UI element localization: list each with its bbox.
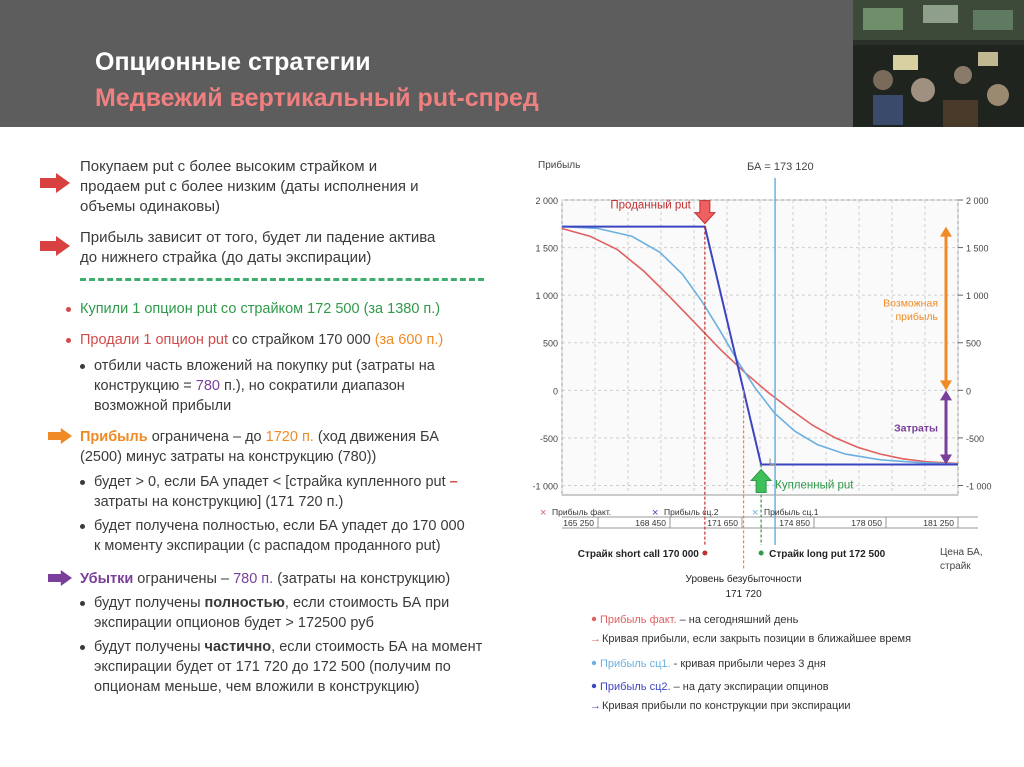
dashed-divider xyxy=(80,278,484,281)
bullet-dot xyxy=(80,480,85,485)
sold-put-label: Проданный put xyxy=(610,199,691,212)
bullet-line xyxy=(94,637,482,657)
text-span: п.), но сократили диапазон xyxy=(219,378,405,394)
text-span: ограничена – до xyxy=(147,429,266,445)
note-bullet-icon xyxy=(592,684,596,688)
y-tick-label: -1 000 xyxy=(532,481,558,492)
legend-label: Прибыль факт. xyxy=(552,507,612,517)
bold-word: полностью xyxy=(204,595,285,611)
chart-below-labels xyxy=(578,547,983,600)
ba-label: БА = 173 120 xyxy=(747,161,814,173)
bullet-dot xyxy=(66,338,71,343)
bullet-dot xyxy=(80,645,85,650)
legend-marker-icon: × xyxy=(540,507,547,519)
x-axis-label: страйк xyxy=(940,561,971,572)
short-call-dot xyxy=(702,551,707,556)
y-tick-label-right: 1 000 xyxy=(966,291,989,302)
y-tick-label-right: -500 xyxy=(966,433,985,444)
bullet-line xyxy=(94,472,458,492)
text-span: , если стоимость БА на момент xyxy=(271,639,483,655)
note-desc: - кривая прибыли через 3 дня xyxy=(670,658,826,670)
y-tick-label-right: 0 xyxy=(966,386,972,397)
x-tick-label: 178 050 xyxy=(851,518,882,528)
note-arrow-icon: → xyxy=(590,633,601,645)
bold-word: частично xyxy=(204,639,272,655)
note-desc: – на дату экспирации опцинов xyxy=(670,681,829,693)
bullet-line: будет получена полностью, если БА упадет до 170 000 xyxy=(94,518,465,534)
text-span: (ход движения БА xyxy=(313,429,439,445)
breakeven-label: Уровень безубыточности xyxy=(685,574,802,585)
x-tick-label: 171 650 xyxy=(707,518,738,528)
y-tick-label: 2 000 xyxy=(535,196,558,206)
purple-arrow-icon xyxy=(48,570,72,586)
note-text: Кривая прибыли, если закрыть позиции в ближайшее время xyxy=(602,633,912,645)
y-tick-label-right: 1 500 xyxy=(966,243,989,254)
text-span: конструкцию = xyxy=(94,378,196,394)
legend-label: Прибыль сц.1 xyxy=(764,507,819,517)
bullet-profit xyxy=(80,427,439,447)
legend-label: Прибыль сц.2 xyxy=(664,507,719,517)
bullet-sold-put xyxy=(80,330,443,350)
red-arrow-icon xyxy=(40,173,70,193)
profit-side-label: прибыль xyxy=(895,310,938,323)
red-arrow-icon xyxy=(40,236,70,256)
chart-y-label: Прибыль xyxy=(538,160,581,171)
bullet-dot xyxy=(80,601,85,606)
costs-side-label: Затраты xyxy=(894,422,938,435)
sold-put-text: Продали 1 опцион put xyxy=(80,332,229,348)
legend-marker-icon: × xyxy=(652,507,659,519)
paragraph-line: объемы одинаковы) xyxy=(80,198,221,215)
bullet-line xyxy=(94,593,449,613)
y-tick-label: 500 xyxy=(542,338,558,349)
bullet-line: отбили часть вложений на покупку put (затраты на xyxy=(94,358,435,374)
text-span: будут получены xyxy=(94,595,205,611)
y-tick-label: 1 000 xyxy=(535,291,558,302)
x-tick-label: 181 250 xyxy=(923,518,954,528)
bullet-line: затраты на конструкцию] (171 720 п.) xyxy=(94,494,344,510)
bullet-dot xyxy=(66,307,71,312)
y-tick-label: -500 xyxy=(539,433,558,444)
note-text: Кривая прибыли по конструкции при экспирации xyxy=(602,700,851,712)
text-span: будут получены xyxy=(94,639,205,655)
bullet-losses xyxy=(80,569,450,589)
losses-label: Убытки xyxy=(80,571,134,587)
bullet-line: экспирации будет от 171 720 до 172 500 (получим по xyxy=(94,659,451,675)
profit-label: Прибыль xyxy=(80,429,148,445)
sold-put-strike: со страйком 170 000 xyxy=(228,332,375,348)
slide-title: Опционные стратегии xyxy=(95,48,371,76)
note-label: Прибыль сц1. xyxy=(600,658,671,670)
legend-marker-icon: × xyxy=(752,507,759,519)
note-arrow-icon: → xyxy=(590,700,601,712)
text-span: будет > 0, если БА упадет < [страйка купленного put xyxy=(94,474,450,490)
x-tick-label: 168 450 xyxy=(635,518,666,528)
long-put-label: Страйк long put 172 500 xyxy=(769,549,886,560)
profit-side-label: Возможная xyxy=(883,297,938,310)
y-tick-label-right: 500 xyxy=(966,338,982,349)
cost-value: 780 xyxy=(195,378,220,394)
sold-put-premium: (за 600 п.) xyxy=(374,332,444,348)
x-axis-label: Цена БА, xyxy=(940,547,983,558)
paragraph-line: до нижнего страйка (до даты экспирации) xyxy=(80,249,372,266)
bullet-bought-put: Купили 1 опцион put со страйком 172 500 (за 1380 п.) xyxy=(80,301,441,317)
profit-value: 1720 п. xyxy=(265,429,314,445)
bullet-line xyxy=(94,376,405,396)
breakeven-value: 171 720 xyxy=(725,589,762,600)
y-tick-label-right: 2 000 xyxy=(966,196,989,206)
short-call-label: Страйк short call 170 000 xyxy=(577,549,699,560)
paragraph-line: Покупаем put с более высоким страйком и xyxy=(80,158,378,175)
y-tick-label: 0 xyxy=(552,386,558,397)
text-span: ограничены – xyxy=(133,571,234,587)
note-bullet-icon xyxy=(592,661,596,665)
bullet-line: опционам меньше, чем вложили в конструкцию) xyxy=(94,679,420,695)
y-tick-label: 1 500 xyxy=(535,243,558,254)
orange-arrow-icon xyxy=(48,428,72,444)
bullet-line: к моменту экспирации (с распадом проданного put) xyxy=(94,538,441,554)
x-tick-labels xyxy=(562,517,978,528)
note-label: Прибыль факт. xyxy=(600,614,677,626)
y-tick-labels-left xyxy=(532,196,558,491)
bullet-line: (2500) минус затраты на конструкцию (780)) xyxy=(80,449,377,465)
note-desc: – на сегодняшний день xyxy=(676,614,799,626)
note-bullet-icon xyxy=(592,617,596,621)
note-text xyxy=(600,658,826,670)
trading-floor-photo xyxy=(853,0,1024,127)
y-tick-labels-right xyxy=(958,196,992,491)
profit-chart xyxy=(530,150,1010,720)
y-tick-label-right: -1 000 xyxy=(966,481,992,492)
paragraph-line: продаем put с более низким (даты исполнения и xyxy=(80,178,419,195)
text-span: , если стоимость БА при xyxy=(284,595,450,611)
bullet-line: экспирации опционов будет > 172500 руб xyxy=(94,615,374,631)
slide-subtitle: Медвежий вертикальный put-спред xyxy=(95,84,539,112)
bullet-dot xyxy=(80,524,85,529)
text-span: (затраты на конструкцию) xyxy=(273,571,451,587)
chart-grid xyxy=(562,200,958,495)
note-text xyxy=(600,681,829,693)
chart-notes xyxy=(590,614,911,712)
minus-sign: – xyxy=(449,474,458,490)
bullet-line: возможной прибыли xyxy=(94,398,232,414)
x-tick-label: 165 250 xyxy=(563,518,594,528)
paragraph-line: Прибыль зависит от того, будет ли падение актива xyxy=(80,229,436,246)
losses-value: 780 п. xyxy=(233,571,274,587)
long-put-dot xyxy=(759,551,764,556)
x-tick-label: 174 850 xyxy=(779,518,810,528)
bullet-dot xyxy=(80,364,85,369)
bought-put-label: Купленный put xyxy=(775,479,854,492)
note-label: Прибыль сц2. xyxy=(600,681,671,693)
note-text xyxy=(600,614,799,626)
